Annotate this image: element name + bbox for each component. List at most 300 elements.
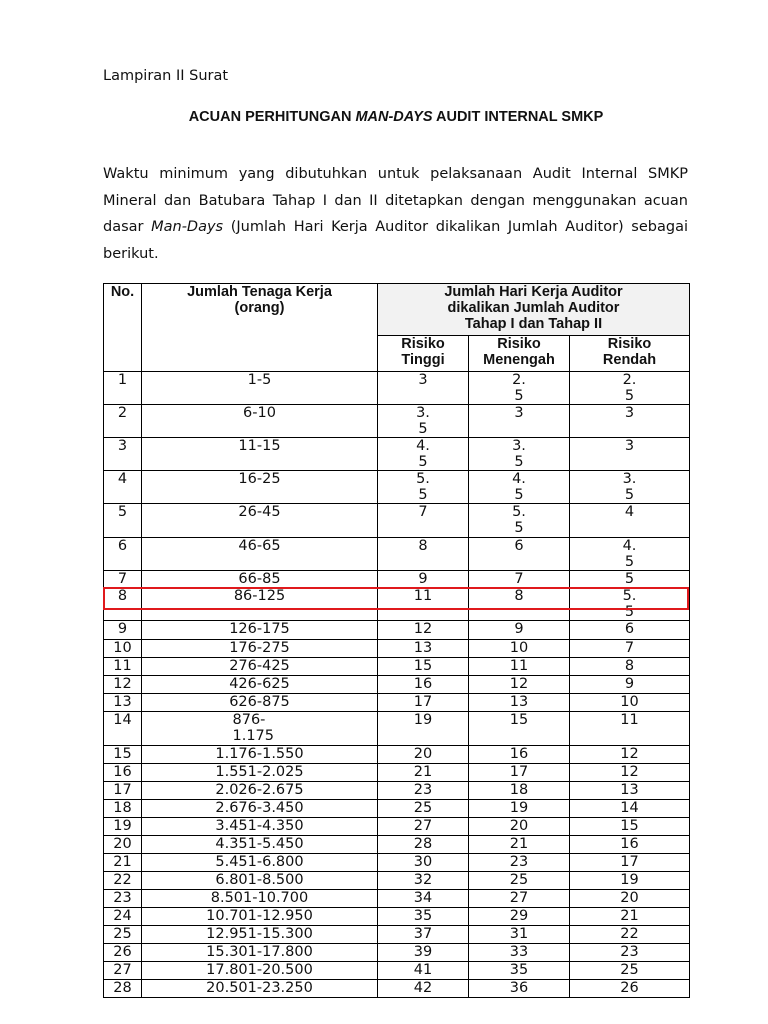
cell-jumlah-tenaga-kerja (142, 504, 378, 538)
cell-risiko-menengah-value: 18 (509, 782, 529, 798)
cell-no-value: 4 (117, 471, 128, 487)
cell-risiko-rendah (570, 854, 690, 872)
cell-no-value: 21 (113, 854, 132, 870)
cell-risiko-rendah (570, 836, 690, 854)
cell-no-value: 28 (113, 980, 132, 996)
cell-risiko-tinggi (378, 836, 469, 854)
cell-risiko-menengah-value: 10 (509, 640, 529, 656)
cell-no-value: 27 (113, 962, 132, 978)
cell-risiko-tinggi-value: 15 (413, 658, 433, 674)
cell-no (104, 658, 142, 676)
table-row (104, 504, 690, 538)
cell-no-value: 25 (113, 926, 132, 942)
cell-no-value: 14 (113, 712, 132, 728)
cell-risiko-menengah-value: 31 (509, 926, 529, 942)
cell-risiko-menengah (469, 782, 570, 800)
cell-jumlah-tenaga-kerja-value: 176-275 (229, 640, 290, 656)
cell-risiko-rendah (570, 640, 690, 658)
cell-risiko-menengah (469, 405, 570, 438)
cell-risiko-menengah (469, 836, 570, 854)
cell-jumlah-tenaga-kerja (142, 980, 378, 998)
cell-jumlah-tenaga-kerja (142, 872, 378, 890)
table-row (104, 962, 690, 980)
cell-risiko-tinggi (378, 872, 469, 890)
cell-risiko-menengah (469, 962, 570, 980)
cell-jumlah-tenaga-kerja-value: 17.801-20.500 (206, 962, 313, 978)
cell-risiko-tinggi-value: 12 (413, 621, 433, 637)
cell-jumlah-tenaga-kerja-value: 66-85 (238, 571, 281, 587)
cell-risiko-menengah (469, 854, 570, 872)
cell-risiko-tinggi (378, 764, 469, 782)
cell-no (104, 890, 142, 908)
table-row (104, 621, 690, 640)
cell-risiko-tinggi-value: 3.5 (416, 405, 430, 437)
table-row (104, 926, 690, 944)
cell-jumlah-tenaga-kerja-value: 426-625 (229, 676, 290, 692)
cell-jumlah-tenaga-kerja (142, 908, 378, 926)
cell-risiko-tinggi (378, 372, 469, 405)
cell-risiko-rendah (570, 571, 690, 588)
cell-risiko-rendah (570, 694, 690, 712)
cell-risiko-rendah-value: 5.5 (622, 588, 637, 620)
cell-risiko-tinggi-value: 11 (413, 588, 433, 604)
cell-risiko-menengah-value: 20 (509, 818, 529, 834)
cell-risiko-tinggi-value: 17 (413, 694, 433, 710)
cell-risiko-rendah (570, 800, 690, 818)
cell-risiko-tinggi (378, 854, 469, 872)
cell-risiko-menengah-value: 5.5 (512, 504, 526, 536)
document-title (0, 109, 768, 125)
cell-risiko-tinggi-value: 41 (413, 962, 433, 978)
cell-risiko-menengah-value: 8 (514, 588, 524, 604)
cell-no-value: 22 (113, 872, 132, 888)
cell-jumlah-tenaga-kerja (142, 854, 378, 872)
cell-risiko-tinggi-value: 32 (413, 872, 433, 888)
cell-risiko-tinggi (378, 782, 469, 800)
cell-no-value: 3 (117, 438, 128, 454)
cell-risiko-tinggi-value: 39 (413, 944, 433, 960)
cell-risiko-tinggi-value: 30 (413, 854, 433, 870)
cell-risiko-menengah-value: 13 (509, 694, 529, 710)
table-row (104, 712, 690, 746)
cell-jumlah-tenaga-kerja-value: 1.176-1.550 (215, 746, 304, 762)
cell-risiko-menengah-value: 3.5 (512, 438, 526, 470)
cell-no-value: 16 (113, 764, 132, 780)
cell-risiko-menengah (469, 872, 570, 890)
cell-jumlah-tenaga-kerja (142, 621, 378, 640)
cell-risiko-tinggi-value: 4.5 (416, 438, 430, 470)
cell-jumlah-tenaga-kerja (142, 782, 378, 800)
cell-risiko-rendah-value: 9 (624, 676, 635, 692)
cell-risiko-rendah (570, 676, 690, 694)
attachment-label: Lampiran II Surat (103, 68, 229, 84)
cell-no-value: 8 (117, 588, 128, 604)
cell-risiko-menengah-value: 25 (509, 872, 529, 888)
cell-jumlah-tenaga-kerja-value: 6.801-8.500 (215, 872, 304, 888)
cell-risiko-menengah (469, 926, 570, 944)
cell-jumlah-tenaga-kerja (142, 438, 378, 471)
cell-risiko-menengah (469, 471, 570, 504)
cell-jumlah-tenaga-kerja-value: 2.676-3.450 (215, 800, 304, 816)
cell-risiko-rendah-value: 10 (620, 694, 639, 710)
cell-risiko-rendah (570, 980, 690, 998)
cell-risiko-menengah-value: 19 (509, 800, 529, 816)
cell-risiko-tinggi (378, 438, 469, 471)
cell-risiko-rendah-value: 5 (624, 571, 635, 587)
cell-no-value: 26 (113, 944, 132, 960)
para-pre: Waktu minimum yang dibutuhkan untuk pelaksanaan Audit Internal SMKP Mineral dan Batubara Tahap I dan II ditetapkan dengan menggunakan acuan dasar (103, 166, 688, 235)
cell-no-value: 23 (113, 890, 132, 906)
cell-no-value: 2 (117, 405, 128, 421)
cell-risiko-tinggi-value: 23 (413, 782, 433, 798)
cell-risiko-menengah-value: 9 (514, 621, 524, 637)
cell-risiko-tinggi (378, 908, 469, 926)
cell-risiko-tinggi (378, 676, 469, 694)
table-row (104, 764, 690, 782)
cell-no (104, 471, 142, 504)
cell-no (104, 405, 142, 438)
cell-jumlah-tenaga-kerja-value: 876-1.175 (232, 712, 275, 744)
cell-risiko-tinggi (378, 800, 469, 818)
cell-no (104, 944, 142, 962)
cell-risiko-menengah-value: 7 (514, 571, 524, 587)
cell-no (104, 588, 142, 621)
cell-risiko-menengah-value: 17 (509, 764, 529, 780)
cell-risiko-tinggi (378, 962, 469, 980)
cell-risiko-rendah-value: 4.5 (622, 538, 637, 570)
cell-jumlah-tenaga-kerja (142, 658, 378, 676)
table-row (104, 658, 690, 676)
cell-risiko-tinggi-value: 21 (413, 764, 433, 780)
cell-no (104, 712, 142, 746)
cell-risiko-rendah (570, 504, 690, 538)
cell-no (104, 504, 142, 538)
cell-risiko-tinggi (378, 980, 469, 998)
cell-no-value: 19 (113, 818, 132, 834)
cell-risiko-tinggi (378, 588, 469, 621)
cell-no (104, 872, 142, 890)
cell-risiko-menengah-value: 29 (509, 908, 529, 924)
cell-risiko-menengah (469, 676, 570, 694)
cell-no-value: 17 (113, 782, 132, 798)
cell-jumlah-tenaga-kerja-value: 26-45 (238, 504, 281, 520)
cell-jumlah-tenaga-kerja (142, 538, 378, 571)
header-no: No. (104, 284, 142, 372)
cell-risiko-tinggi-value: 35 (413, 908, 433, 924)
cell-risiko-rendah (570, 818, 690, 836)
cell-risiko-rendah (570, 944, 690, 962)
cell-no (104, 818, 142, 836)
intro-paragraph (103, 161, 688, 267)
cell-risiko-rendah-value: 6 (624, 621, 635, 637)
cell-risiko-tinggi (378, 538, 469, 571)
cell-risiko-rendah-value: 25 (620, 962, 639, 978)
cell-risiko-tinggi (378, 658, 469, 676)
cell-jumlah-tenaga-kerja (142, 890, 378, 908)
cell-risiko-rendah (570, 962, 690, 980)
cell-risiko-tinggi-value: 37 (413, 926, 433, 942)
cell-jumlah-tenaga-kerja (142, 676, 378, 694)
cell-risiko-tinggi (378, 504, 469, 538)
cell-jumlah-tenaga-kerja-value: 10.701-12.950 (206, 908, 313, 924)
cell-risiko-tinggi-value: 9 (418, 571, 428, 587)
header-group: Jumlah Hari Kerja Auditor dikalikan Jumlah Auditor Tahap I dan Tahap II (378, 284, 690, 336)
cell-risiko-menengah (469, 890, 570, 908)
table-row (104, 571, 690, 588)
cell-no-value: 20 (113, 836, 132, 852)
table-row (104, 471, 690, 504)
cell-jumlah-tenaga-kerja-value: 86-125 (233, 588, 286, 604)
cell-no (104, 782, 142, 800)
cell-risiko-tinggi-value: 19 (413, 712, 433, 728)
table-row (104, 676, 690, 694)
cell-risiko-tinggi (378, 944, 469, 962)
cell-risiko-tinggi (378, 471, 469, 504)
table-row (104, 980, 690, 998)
cell-jumlah-tenaga-kerja (142, 372, 378, 405)
cell-no-value: 1 (117, 372, 128, 388)
cell-jumlah-tenaga-kerja (142, 588, 378, 621)
cell-risiko-rendah (570, 471, 690, 504)
table-row (104, 588, 690, 621)
cell-risiko-rendah-value: 19 (620, 872, 639, 888)
cell-risiko-menengah (469, 438, 570, 471)
cell-no (104, 836, 142, 854)
cell-risiko-tinggi-value: 25 (413, 800, 433, 816)
cell-risiko-rendah-value: 13 (620, 782, 639, 798)
cell-risiko-rendah-value: 11 (620, 712, 639, 728)
cell-risiko-rendah (570, 438, 690, 471)
table-row (104, 405, 690, 438)
cell-risiko-rendah-value: 3 (624, 405, 635, 421)
cell-risiko-rendah-value: 8 (624, 658, 635, 674)
cell-risiko-menengah (469, 746, 570, 764)
cell-no (104, 854, 142, 872)
cell-jumlah-tenaga-kerja-value: 20.501-23.250 (206, 980, 313, 996)
cell-risiko-menengah (469, 571, 570, 588)
cell-risiko-rendah (570, 764, 690, 782)
cell-jumlah-tenaga-kerja (142, 694, 378, 712)
cell-risiko-rendah-value: 20 (620, 890, 639, 906)
cell-risiko-rendah-value: 26 (620, 980, 639, 996)
cell-jumlah-tenaga-kerja-value: 1-5 (247, 372, 272, 388)
cell-risiko-menengah (469, 712, 570, 746)
cell-risiko-rendah (570, 372, 690, 405)
table-row (104, 890, 690, 908)
table-row (104, 800, 690, 818)
cell-risiko-menengah (469, 658, 570, 676)
cell-no (104, 571, 142, 588)
cell-risiko-rendah-value: 12 (620, 764, 639, 780)
cell-risiko-tinggi (378, 694, 469, 712)
cell-risiko-rendah-value: 7 (624, 640, 635, 656)
header-risiko-tinggi: Risiko Tinggi (378, 336, 469, 372)
cell-jumlah-tenaga-kerja (142, 962, 378, 980)
cell-risiko-rendah (570, 658, 690, 676)
cell-risiko-menengah (469, 980, 570, 998)
cell-risiko-menengah-value: 15 (509, 712, 529, 728)
cell-risiko-menengah-value: 35 (509, 962, 529, 978)
cell-risiko-tinggi-value: 42 (413, 980, 433, 996)
table-row (104, 372, 690, 405)
cell-risiko-rendah (570, 746, 690, 764)
cell-jumlah-tenaga-kerja-value: 126-175 (229, 621, 290, 637)
cell-jumlah-tenaga-kerja (142, 471, 378, 504)
cell-risiko-tinggi (378, 818, 469, 836)
cell-no (104, 746, 142, 764)
cell-no (104, 372, 142, 405)
cell-risiko-tinggi-value: 3 (418, 372, 428, 388)
cell-no (104, 980, 142, 998)
cell-jumlah-tenaga-kerja-value: 6-10 (243, 405, 276, 421)
cell-no (104, 800, 142, 818)
cell-no-value: 12 (113, 676, 132, 692)
cell-risiko-rendah (570, 538, 690, 571)
cell-risiko-rendah-value: 23 (620, 944, 639, 960)
cell-jumlah-tenaga-kerja (142, 405, 378, 438)
cell-risiko-rendah-value: 4 (624, 504, 635, 520)
cell-no-value: 11 (113, 658, 132, 674)
cell-risiko-menengah-value: 33 (509, 944, 529, 960)
cell-risiko-menengah-value: 12 (509, 676, 529, 692)
cell-no (104, 694, 142, 712)
cell-risiko-rendah (570, 872, 690, 890)
cell-no-value: 24 (113, 908, 132, 924)
cell-jumlah-tenaga-kerja (142, 712, 378, 746)
table-row (104, 746, 690, 764)
cell-jumlah-tenaga-kerja (142, 836, 378, 854)
cell-no-value: 15 (113, 746, 132, 762)
cell-risiko-menengah (469, 640, 570, 658)
cell-jumlah-tenaga-kerja-value: 3.451-4.350 (215, 818, 304, 834)
cell-jumlah-tenaga-kerja (142, 818, 378, 836)
cell-no (104, 926, 142, 944)
cell-risiko-tinggi (378, 746, 469, 764)
table-row (104, 836, 690, 854)
table-row (104, 854, 690, 872)
cell-jumlah-tenaga-kerja-value: 626-875 (229, 694, 290, 710)
cell-risiko-menengah-value: 2.5 (512, 372, 526, 404)
table-row (104, 872, 690, 890)
cell-risiko-tinggi-value: 5.5 (416, 471, 430, 503)
cell-risiko-rendah-value: 16 (620, 836, 639, 852)
cell-risiko-menengah (469, 538, 570, 571)
cell-jumlah-tenaga-kerja (142, 764, 378, 782)
cell-risiko-rendah-value: 22 (620, 926, 639, 942)
cell-risiko-rendah-value: 3 (624, 438, 635, 454)
cell-risiko-menengah (469, 764, 570, 782)
title-emphasis: MAN-DAYS (355, 109, 433, 125)
cell-risiko-tinggi (378, 621, 469, 640)
cell-risiko-tinggi-value: 27 (413, 818, 433, 834)
cell-risiko-tinggi-value: 8 (418, 538, 428, 554)
table-row (104, 538, 690, 571)
cell-risiko-tinggi-value: 20 (413, 746, 433, 762)
cell-risiko-menengah-value: 27 (509, 890, 529, 906)
cell-risiko-menengah-value: 16 (509, 746, 529, 762)
cell-jumlah-tenaga-kerja-value: 2.026-2.675 (215, 782, 304, 798)
cell-no (104, 676, 142, 694)
cell-no-value: 7 (117, 571, 128, 587)
table-row (104, 782, 690, 800)
cell-risiko-tinggi-value: 13 (413, 640, 433, 656)
cell-risiko-rendah (570, 782, 690, 800)
cell-risiko-menengah (469, 800, 570, 818)
title-post: AUDIT INTERNAL SMKP (432, 109, 604, 125)
cell-jumlah-tenaga-kerja-value: 8.501-10.700 (210, 890, 309, 906)
cell-risiko-tinggi (378, 926, 469, 944)
cell-no-value: 5 (117, 504, 128, 520)
cell-risiko-rendah (570, 712, 690, 746)
cell-no-value: 10 (113, 640, 132, 656)
table-row (104, 640, 690, 658)
table-row (104, 694, 690, 712)
cell-risiko-rendah (570, 890, 690, 908)
cell-risiko-menengah (469, 588, 570, 621)
para-post: (Jumlah Hari Kerja Auditor dikalikan Jumlah Auditor) sebagai berikut. (103, 219, 688, 262)
cell-risiko-tinggi-value: 7 (418, 504, 428, 520)
mandays-table (103, 283, 690, 998)
cell-jumlah-tenaga-kerja (142, 926, 378, 944)
cell-risiko-rendah-value: 3.5 (622, 471, 637, 503)
cell-jumlah-tenaga-kerja (142, 944, 378, 962)
table-row (104, 908, 690, 926)
cell-risiko-tinggi (378, 571, 469, 588)
cell-risiko-menengah (469, 694, 570, 712)
cell-no (104, 962, 142, 980)
cell-risiko-tinggi (378, 640, 469, 658)
cell-risiko-menengah (469, 621, 570, 640)
cell-risiko-menengah-value: 23 (509, 854, 529, 870)
cell-jumlah-tenaga-kerja (142, 571, 378, 588)
cell-risiko-rendah-value: 12 (620, 746, 639, 762)
cell-risiko-rendah (570, 926, 690, 944)
cell-jumlah-tenaga-kerja-value: 15.301-17.800 (206, 944, 313, 960)
table-row (104, 438, 690, 471)
cell-jumlah-tenaga-kerja-value: 11-15 (238, 438, 281, 454)
cell-jumlah-tenaga-kerja-value: 4.351-5.450 (215, 836, 304, 852)
header-jumlah-tenaga-kerja: Jumlah Tenaga Kerja (orang) (142, 284, 378, 372)
header-risiko-rendah: Risiko Rendah (570, 336, 690, 372)
cell-risiko-menengah-value: 36 (509, 980, 529, 996)
cell-risiko-tinggi (378, 890, 469, 908)
cell-risiko-menengah (469, 372, 570, 405)
cell-risiko-rendah-value: 2.5 (622, 372, 637, 404)
cell-jumlah-tenaga-kerja-value: 5.451-6.800 (215, 854, 304, 870)
cell-no (104, 764, 142, 782)
cell-no (104, 908, 142, 926)
cell-risiko-tinggi-value: 34 (413, 890, 433, 906)
cell-risiko-menengah (469, 818, 570, 836)
cell-no-value: 9 (117, 621, 128, 637)
cell-no (104, 438, 142, 471)
cell-risiko-rendah (570, 405, 690, 438)
cell-jumlah-tenaga-kerja-value: 16-25 (238, 471, 281, 487)
cell-risiko-rendah-value: 14 (620, 800, 639, 816)
cell-risiko-menengah-value: 3 (514, 405, 524, 421)
cell-risiko-rendah (570, 588, 690, 621)
cell-risiko-menengah-value: 4.5 (512, 471, 526, 503)
cell-jumlah-tenaga-kerja (142, 640, 378, 658)
title-pre: ACUAN PERHITUNGAN (188, 109, 356, 125)
cell-risiko-rendah-value: 17 (620, 854, 639, 870)
para-emphasis: Man-Days (151, 219, 224, 235)
cell-risiko-menengah-value: 11 (509, 658, 529, 674)
table-body (104, 372, 690, 998)
cell-jumlah-tenaga-kerja (142, 746, 378, 764)
cell-risiko-menengah (469, 504, 570, 538)
cell-risiko-menengah (469, 944, 570, 962)
